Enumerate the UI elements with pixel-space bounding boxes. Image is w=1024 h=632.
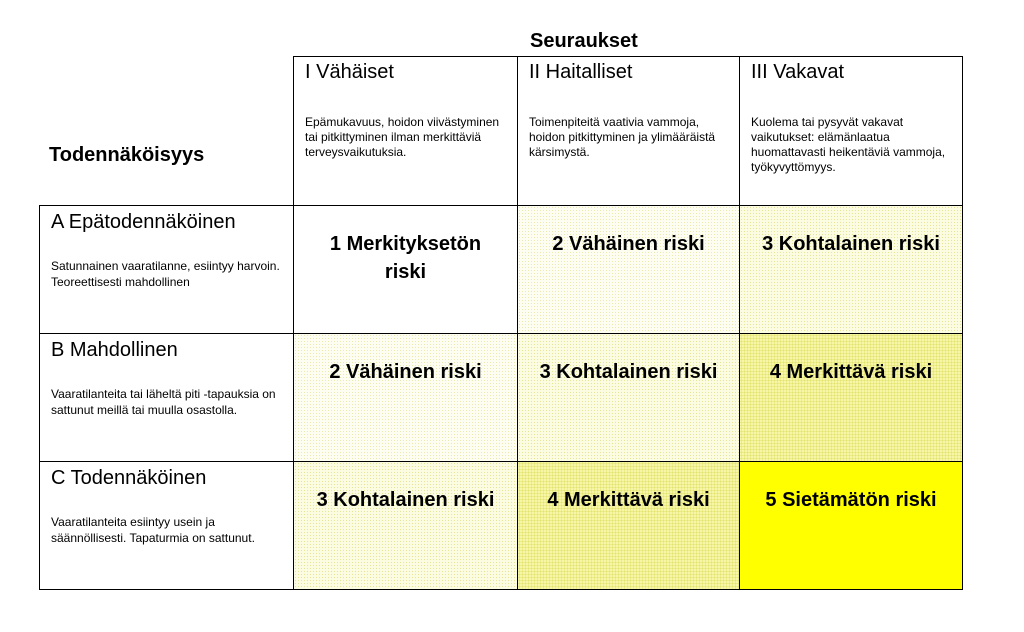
risk-label: 2 Vähäinen riski xyxy=(552,233,705,255)
risk-label: 3 Kohtalainen riski xyxy=(316,489,495,511)
risk-label: 4 Merkittävä riski xyxy=(769,361,933,383)
risk-label: 4 Merkittävä riski xyxy=(547,489,710,511)
row-header-desc: Vaaratilanteita esiintyy usein ja säännöllisesti. Tapaturmia on sattunut. xyxy=(51,515,255,545)
risk-label: 2 Vähäinen riski xyxy=(329,361,482,383)
risk-cell xyxy=(518,462,740,590)
risk-cell xyxy=(294,334,518,462)
matrix-corner xyxy=(39,56,294,206)
consequences-title: Seuraukset xyxy=(530,30,638,52)
risk-cell xyxy=(740,462,963,590)
column-header-desc: Toimenpiteitä vaativia vammoja, hoidon pitkittyminen ja ylimääräistä kärsimystä. xyxy=(529,115,716,159)
risk-label: 1 Merkityksetön riski xyxy=(329,233,482,283)
column-header-desc: Kuolema tai pysyvät vakavat vaikutukset: elämänlaatua huomattavasti heikentäviä vammoja, työkyvyttömyys. xyxy=(751,115,946,174)
row-header-title: B Mahdollinen xyxy=(51,339,178,361)
risk-label: 5 Sietämätön riski xyxy=(765,489,937,511)
risk-label: 3 Kohtalainen riski xyxy=(762,233,940,255)
risk-cell xyxy=(518,334,740,462)
column-header-desc: Epämukavuus, hoidon viivästyminen tai pitkittyminen ilman merkittäviä terveysvaikutuksia. xyxy=(305,115,500,159)
risk-matrix xyxy=(39,56,963,590)
risk-cell xyxy=(294,462,518,590)
row-header-c xyxy=(39,462,294,590)
column-header-title: II Haitalliset xyxy=(529,61,633,83)
risk-cell xyxy=(740,206,963,334)
column-header-title: I Vähäiset xyxy=(305,61,394,83)
row-header-desc: Satunnainen vaaratilanne, esiintyy harvoin. Teoreettisesti mahdollinen xyxy=(51,259,280,289)
row-header-desc: Vaaratilanteita tai läheltä piti -tapauksia on sattunut meillä tai muulla osastolla. xyxy=(51,387,276,417)
column-header-3 xyxy=(740,56,963,206)
row-header-title: A Epätodennäköinen xyxy=(51,211,236,233)
row-header-a xyxy=(39,206,294,334)
row-header-b xyxy=(39,334,294,462)
likelihood-title: Todennäköisyys xyxy=(49,144,205,166)
row-header-title: C Todennäköinen xyxy=(51,467,207,489)
column-header-1 xyxy=(294,56,518,206)
risk-cell xyxy=(518,206,740,334)
risk-label: 3 Kohtalainen riski xyxy=(539,361,718,383)
risk-cell xyxy=(740,334,963,462)
column-header-2 xyxy=(518,56,740,206)
column-header-title: III Vakavat xyxy=(751,61,845,83)
risk-cell xyxy=(294,206,518,334)
